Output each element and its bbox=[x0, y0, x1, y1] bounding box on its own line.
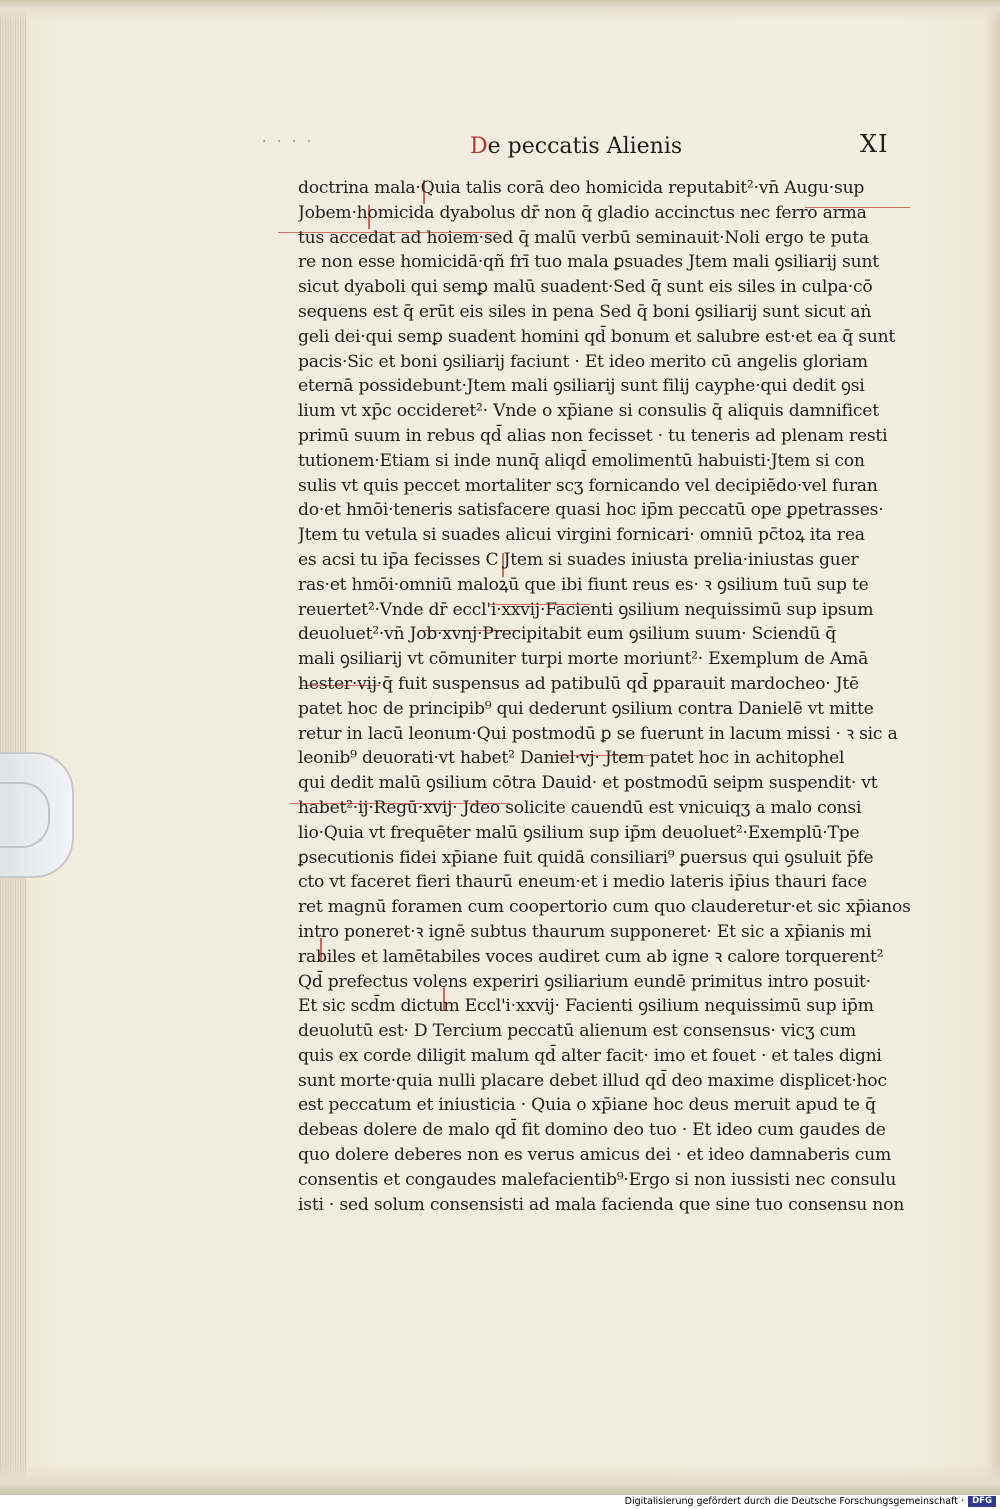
text-line: lio·Quia vt frequēter malū ꝯsilium sup ip̄m deuoluet²·Exemplū·Tpe bbox=[298, 822, 860, 843]
text-line: sicut dyaboli qui semꝑ malū suadent·Sed q̄ sunt eis siles in culpa·cō bbox=[298, 277, 873, 298]
text-line: consentis et congaudes malefacientib⁹·Ergo si non iussisti nec consulu bbox=[298, 1169, 897, 1190]
text-line: isti · sed solum consensisti ad mala facienda que sine tuo consensu non bbox=[298, 1194, 905, 1215]
text-line: sequens est q̄ erūt eis siles in pena Sed q̄ boni ꝯsiliarij sunt sicut aṅ bbox=[298, 301, 872, 322]
text-line: pacis·Sic et boni ꝯsiliarij faciunt · Et ideo merito cū angelis gloriam bbox=[298, 351, 868, 372]
text-line: deuoluet²·vn̄ Job·xvnj·Precipitabit eum ꝯsilium suum· Sciendū q̄ bbox=[298, 624, 836, 645]
text-line: ret magnū foramen cum coopertorio cum quo clauderetur·et sic xp̄ianos bbox=[298, 897, 911, 918]
text-line: lium vt xp̄c occideret²· Vnde o xp̄iane si consulis q̄ aliquis damnificet bbox=[298, 401, 879, 422]
text-line: intro poneret·ꝛ ignē subtus thaurum supponeret· Et sic a xp̄ianis mi bbox=[298, 921, 872, 942]
text-line: doctrina mala·Quia talis corā deo homicida reputabit²·vn̄ Augu·sup bbox=[298, 178, 865, 198]
text-line: deuolutū est· D Tercium peccatū alienum est consensus· vicʒ cum bbox=[298, 1021, 856, 1042]
text-line: geli dei·qui semꝑ suadent homini qd̄ bonum et salubre est·et ea q̄ sunt bbox=[298, 326, 896, 347]
text-line: Jtem tu vetula si suades alicui virgini fornicari· omniū pc̄toꝝ ita rea bbox=[298, 525, 865, 546]
text-line: rabiles et lamētabiles voces audiret cum ab igne ꝛ calore torquerent² bbox=[298, 946, 884, 967]
text-line: habet²·ij·Regū·xvij· Jdeo solicite cauendū est vnicuiqʒ a malo consi bbox=[298, 797, 862, 818]
running-title bbox=[470, 134, 682, 159]
funding-credit: Digitalisierung gefördert durch die Deutsche Forschungsgemeinschaft · bbox=[624, 1496, 964, 1507]
running-title-text bbox=[470, 134, 682, 159]
text-line: re non esse homicidā·qñ frī tuo mala ꝑsuades Jtem mali ꝯsiliarij sunt bbox=[298, 252, 879, 273]
ink-smudge: · · · · bbox=[262, 134, 315, 150]
running-title-initial: D bbox=[470, 134, 488, 159]
text-line: patet hoc de principib⁹ qui dederunt ꝯsilium contra Danielē vt mitte bbox=[298, 698, 874, 719]
text-line: primū suum in rebus qd̄ alias non fecisset · tu teneris ad plenam resti bbox=[298, 425, 888, 446]
text-line: ꝑsecutionis fidei xp̄iane fuit quidā consiliari⁹ ꝑuersus qui ꝯsuluit p̄fe bbox=[298, 847, 874, 868]
dfg-logo: DFG bbox=[968, 1496, 996, 1507]
text-line: tus accedat ad hoiem·sed q̄ malū verbū seminauit·Noli ergo te puta bbox=[298, 227, 869, 248]
text-line: Qd̄ prefectus volens experiri ꝯsiliarium eundē primitus intro posuit· bbox=[298, 971, 871, 992]
text-line: sulis vt quis peccet mortaliter scʒ fornicando vel decipiēdo·vel furan bbox=[298, 475, 878, 496]
clamp-clip-inner bbox=[0, 782, 50, 848]
text-line: qui dedit malū ꝯsilium cōtra Dauid· et postmodū seipm suspendit· vt bbox=[298, 773, 878, 794]
text-line: leonib⁹ deuorati·vt habet² Daniel·vj· Jtem patet hoc in achitophel bbox=[298, 748, 845, 769]
text-line: tutionem·Etiam si inde nunq̄ aliqd̄ emolimentū habuisti·Jtem si con bbox=[298, 450, 865, 471]
text-line: Et sic scd̄m dictum Eccl'i·xxvij· Facienti ꝯsilium nequissimū sup ip̄m bbox=[298, 996, 874, 1017]
text-line: cto vt faceret fieri thaurū eneum·et i medio lateris ip̄ius thauri face bbox=[298, 872, 867, 893]
folio-number: XI bbox=[860, 130, 889, 158]
text-line: Jobem·homicida dyabolus dr̄ non q̄ gladio accinctus nec ferro arma bbox=[298, 202, 867, 223]
text-line: reuertet²·Vnde dr̄ eccl'i·xxvij·Facienti ꝯsilium nequissimū sup ipsum bbox=[298, 599, 874, 620]
clamp-clip bbox=[0, 752, 74, 878]
text-line: hester·vij·q̄ fuit suspensus ad patibulū qd̄ ꝑparauit mardocheo· Jtē bbox=[298, 673, 859, 694]
text-line: quo dolere deberes non es verus amicus dei · et ideo damnaberis cum bbox=[298, 1145, 892, 1166]
text-line: es acsi tu ip̄a fecisses C Jtem si suades iniusta prelia·iniustas guer bbox=[298, 549, 859, 570]
text-line: quis ex corde diligit malum qd̄ alter facit· imo et fouet · et tales digni bbox=[298, 1045, 882, 1066]
body-text bbox=[298, 176, 938, 1217]
text-line: ras·et hmōi·omniū maloꝝū que ibi fiunt reus es· ꝛ ꝯsilium tuū sup te bbox=[298, 574, 869, 595]
text-line: sunt morte·quia nulli placare debet illud qd̄ deo maxime displicet·hoc bbox=[298, 1070, 887, 1091]
text-line: retur in lacū leonum·Qui postmodū ꝑ se fuerunt in lacum missi · ꝛ sic a bbox=[298, 723, 898, 744]
text-line: est peccatum et iniusticia · Quia o xp̄iane hoc deus meruit apud te q̄ bbox=[298, 1095, 876, 1116]
text-line: do·et hmōi·teneris satisfacere quasi hoc ip̄m peccatū ope ꝑpetrasses· bbox=[298, 500, 884, 521]
page-edge-bottom bbox=[0, 1462, 1000, 1495]
page-edges-left bbox=[0, 0, 26, 1495]
running-title-rest: e peccatis Alienis bbox=[487, 134, 683, 159]
text-line: eternā possidebunt·Jtem mali ꝯsiliarij sunt filij cayphe·qui dedit ꝯsi bbox=[298, 376, 865, 397]
page-edge-top bbox=[0, 0, 1000, 22]
text-line: debeas dolere de malo qd̄ fit domino deo tuo · Et ideo cum gaudes de bbox=[298, 1120, 886, 1141]
footer-bar bbox=[0, 1495, 1000, 1509]
text-line: mali ꝯsiliarij vt cōmuniter turpi morte moriunt²· Exemplum de Amā bbox=[298, 649, 869, 670]
